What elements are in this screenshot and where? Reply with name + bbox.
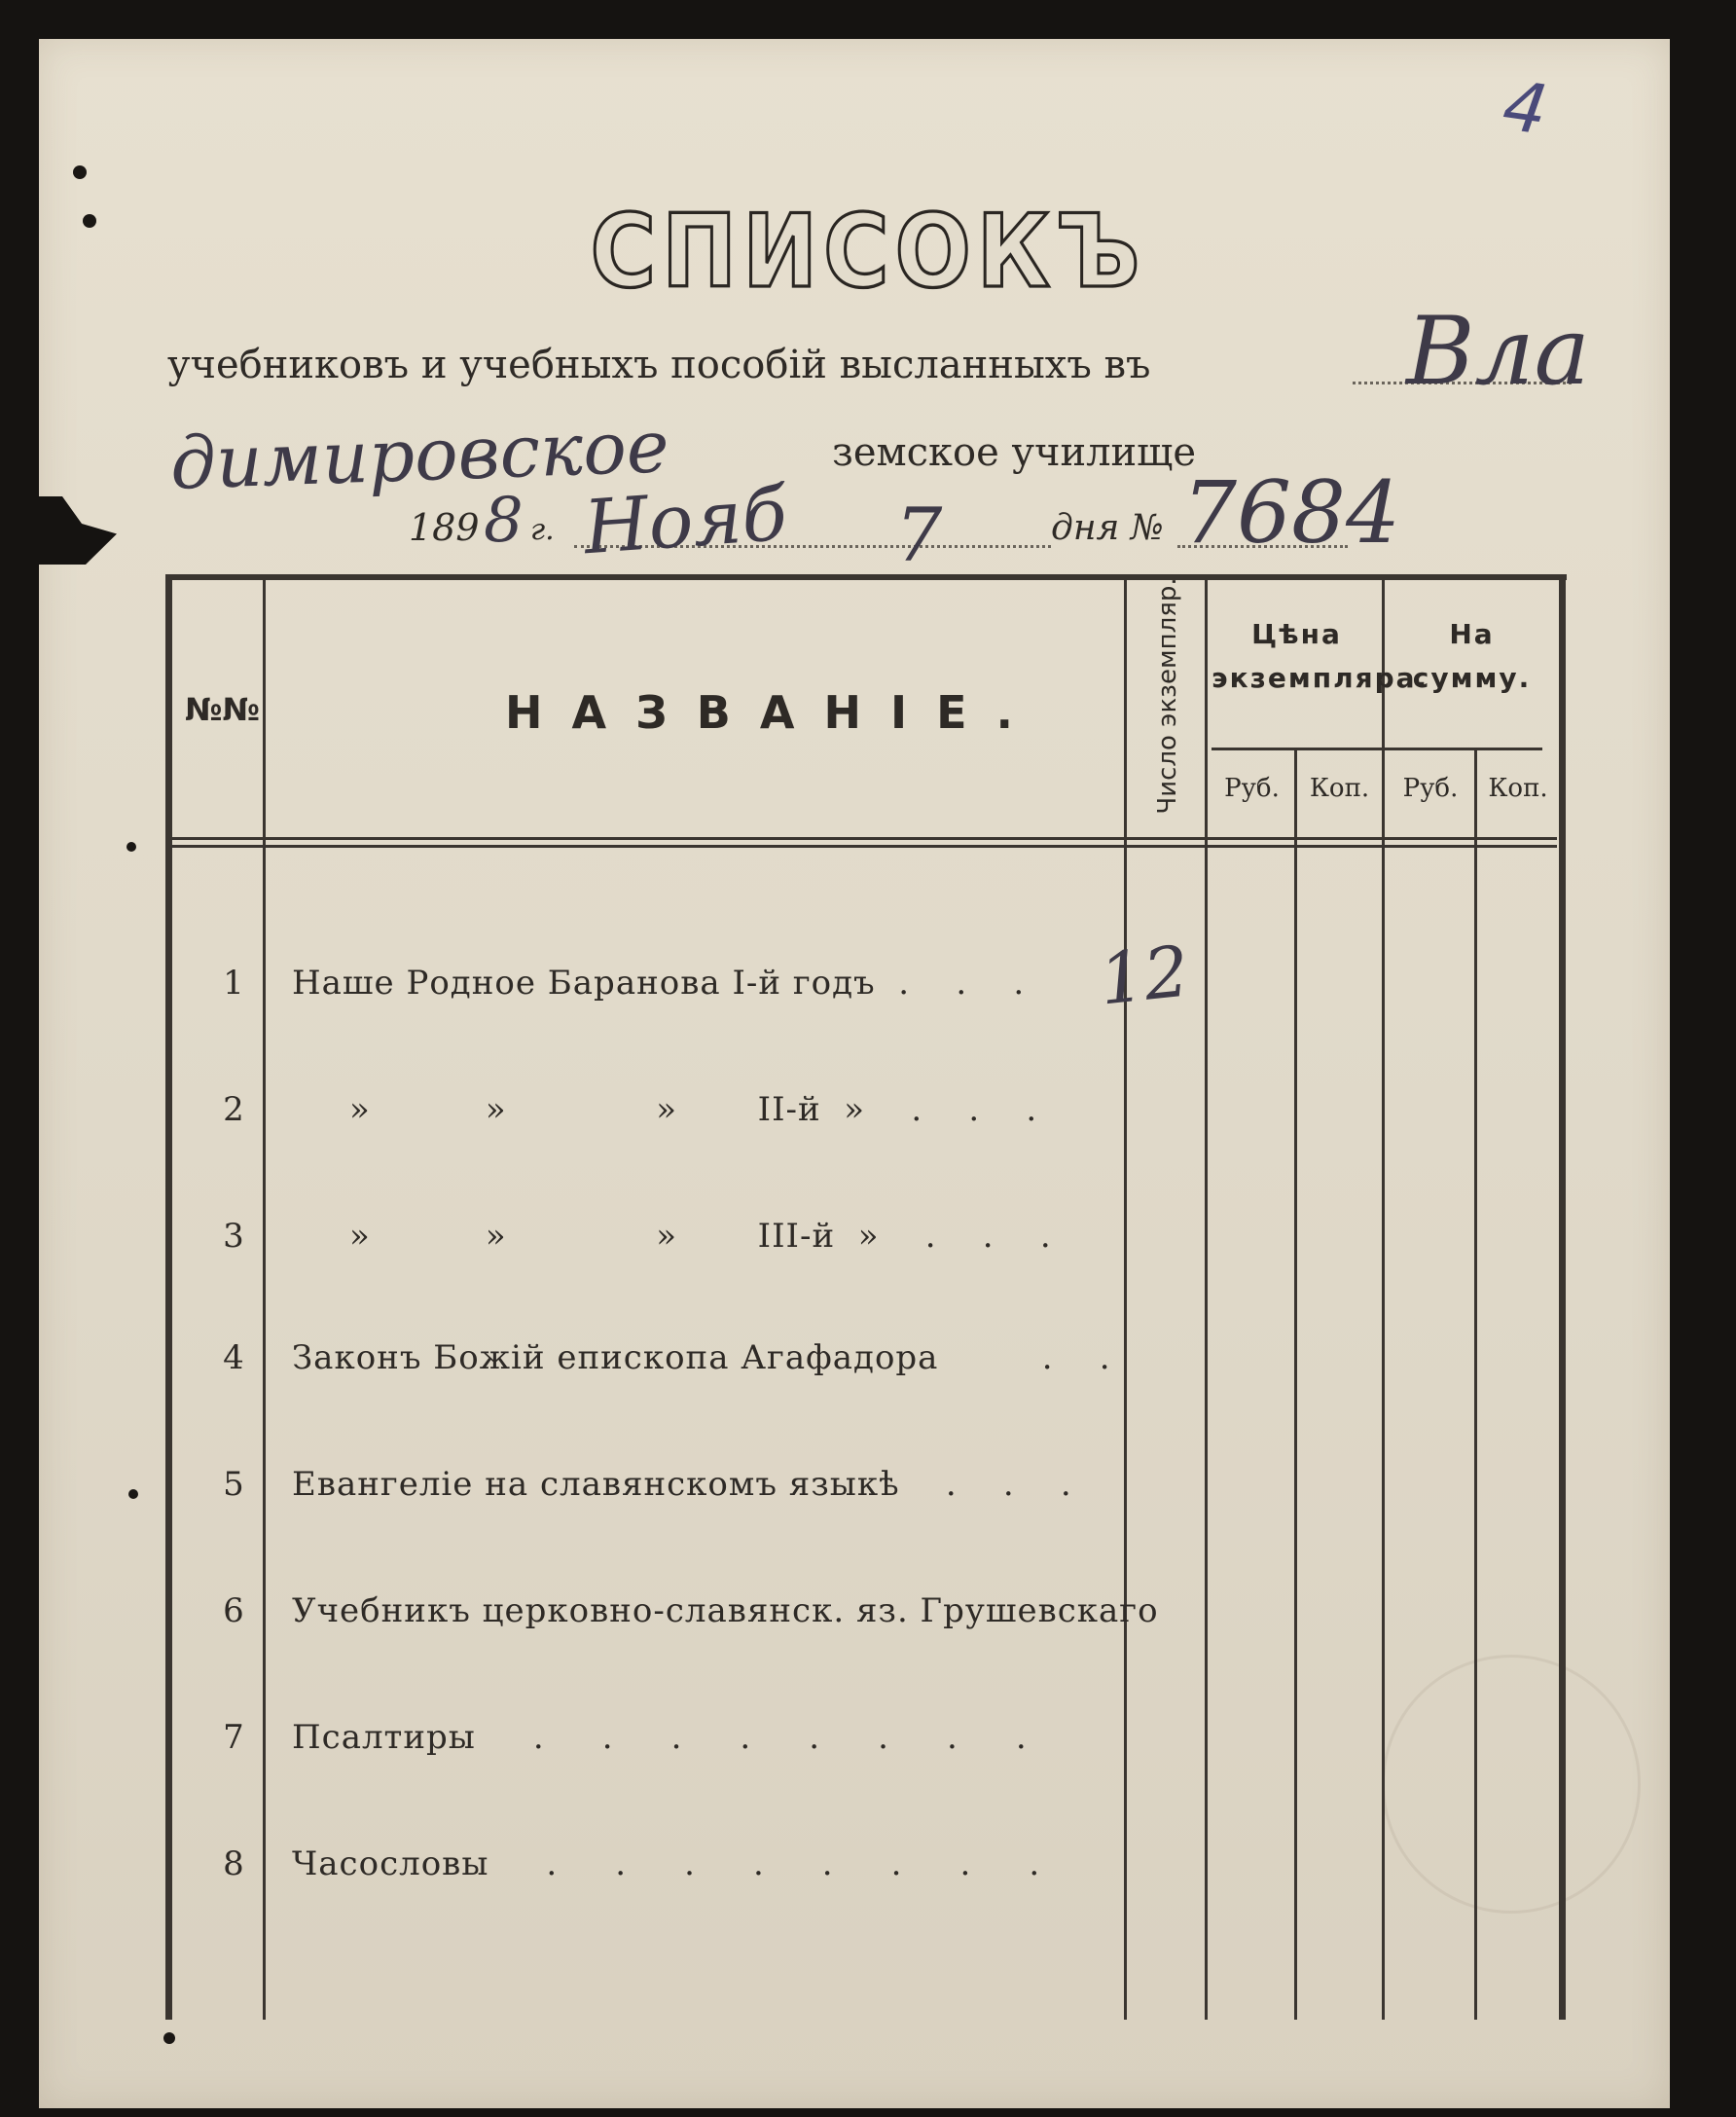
handwritten-month: Нояб — [581, 469, 790, 571]
col-rule-right — [1559, 574, 1566, 2020]
binding-hole — [73, 165, 87, 179]
school-label: земское училище — [832, 430, 1197, 475]
header-sum-kop: Коп. — [1488, 774, 1548, 803]
document-title: СПИСОКЪ — [590, 193, 1146, 310]
day-label: дня № — [1051, 508, 1164, 548]
row-number: 4 — [223, 1338, 244, 1377]
col-rule-num — [263, 574, 266, 2020]
col-rule-price-rub — [1294, 748, 1297, 2020]
row-title: Псалтиры . . . . . . . . — [292, 1718, 1028, 1757]
page-number: 4 — [1498, 65, 1553, 151]
col-rule-sum-rub — [1474, 748, 1477, 2020]
handwritten-year-digit: 8 — [484, 485, 524, 557]
row-title: Законъ Божій епископа Агафадора . . — [292, 1338, 1111, 1377]
row-number: 1 — [223, 964, 244, 1003]
date-prefix: 189 — [409, 506, 480, 549]
header-price-group: Цѣна экземпляра. — [1212, 618, 1429, 694]
group-rule — [1212, 748, 1542, 750]
binding-hole — [128, 1489, 138, 1499]
row-number: 2 — [223, 1090, 244, 1129]
header-sum-group: На сумму. — [1412, 618, 1532, 694]
header-bottom-rule-2 — [165, 845, 1557, 848]
row-title: Часословы . . . . . . . . — [292, 1844, 1041, 1883]
header-price-kop: Коп. — [1309, 774, 1370, 803]
subtitle-line: учебниковъ и учебныхъ пособій высланныхъ въ — [167, 343, 1151, 387]
header-name: НАЗВАНІЕ. — [505, 686, 1042, 739]
row-number: 6 — [223, 1591, 244, 1630]
row-number: 5 — [223, 1465, 244, 1504]
row-title: » » » III-й » . . . — [292, 1217, 1052, 1256]
handwritten-place-2: димировское — [168, 405, 670, 506]
binding-hole — [127, 842, 136, 852]
row-number: 3 — [223, 1217, 244, 1256]
header-price-rub: Руб. — [1224, 774, 1280, 803]
row-quantity: 12 — [1095, 930, 1193, 1021]
header-count: Число экземпляр. — [1153, 577, 1182, 815]
binding-hole — [163, 2032, 175, 2044]
row-title: » » » II-й » . . . — [292, 1090, 1038, 1129]
row-title: Евангеліе на славянскомъ языкѣ . . . — [292, 1465, 1072, 1504]
col-rule-count — [1205, 574, 1208, 2020]
row-title: Учебникъ церковно-славянск. яз. Грушевскаго — [292, 1591, 1159, 1630]
row-number: 7 — [223, 1718, 244, 1757]
handwritten-place-1: Вла — [1406, 297, 1590, 406]
handwritten-day: 7 — [895, 492, 943, 578]
handwritten-number: 7684 — [1182, 462, 1400, 563]
col-rule-left — [165, 574, 172, 2020]
header-number: №№ — [185, 691, 260, 728]
header-bottom-rule — [165, 837, 1557, 840]
row-title: Наше Родное Баранова I-й годъ . . . — [292, 964, 1026, 1003]
table-top-rule — [165, 574, 1567, 580]
books-table — [165, 574, 1567, 2020]
year-suffix: г. — [530, 513, 555, 547]
col-rule-name — [1124, 574, 1127, 2020]
row-number: 8 — [223, 1844, 244, 1883]
header-sum-rub: Руб. — [1402, 774, 1459, 803]
col-rule-price — [1382, 574, 1385, 2020]
